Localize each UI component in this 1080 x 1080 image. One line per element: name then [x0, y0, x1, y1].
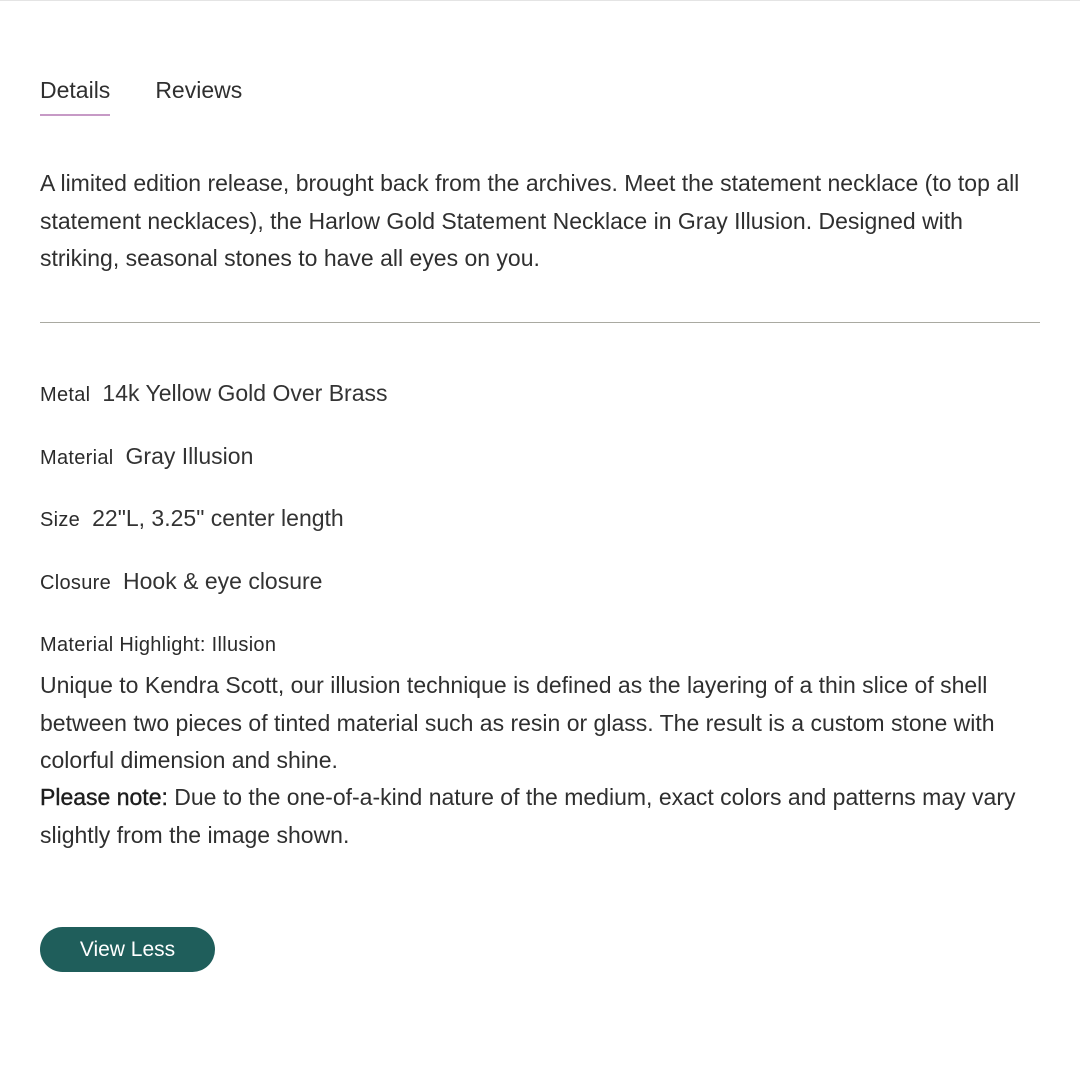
spec-value-material: Gray Illusion [125, 443, 254, 469]
product-description: A limited edition release, brought back from the archives. Meet the statement necklace (to top all statement necklaces), the Harlow Gold Statement Necklace in Gray Illusion. Designed with striking, seasonal stones to have all eyes on you. [40, 170, 1020, 271]
please-note-label: Please note: [40, 784, 168, 810]
spec-label-material: Material [40, 447, 114, 469]
please-note-text: Due to the one-of-a-kind nature of the medium, exact colors and patterns may vary slightly from the image shown. [40, 784, 1016, 848]
material-highlight-body: Unique to Kendra Scott, our illusion technique is defined as the layering of a thin slice of shell between two pieces of tinted material such as resin or glass. The result is a custom stone with colorful dimension and shine. [40, 672, 995, 773]
spec-label-metal: Metal [40, 384, 91, 406]
spec-size [40, 505, 344, 532]
spec-metal [40, 380, 388, 407]
material-highlight-title: Material Highlight: Illusion [40, 634, 277, 656]
spec-label-size: Size [40, 509, 81, 531]
tab-reviews[interactable]: Reviews [155, 77, 243, 103]
spec-label-closure: Closure [40, 572, 112, 594]
tab-details[interactable]: Details [40, 76, 110, 116]
view-less-button[interactable]: View Less [40, 927, 215, 972]
tab-bar [40, 76, 242, 116]
spec-value-metal: 14k Yellow Gold Over Brass [102, 380, 388, 406]
please-note [40, 779, 1040, 854]
spec-closure [40, 568, 322, 595]
section-divider [40, 322, 1040, 323]
spec-value-closure: Hook & eye closure [123, 568, 323, 594]
spec-material [40, 443, 253, 470]
spec-value-size: 22"L, 3.25" center length [92, 505, 344, 531]
top-border [0, 0, 1080, 1]
